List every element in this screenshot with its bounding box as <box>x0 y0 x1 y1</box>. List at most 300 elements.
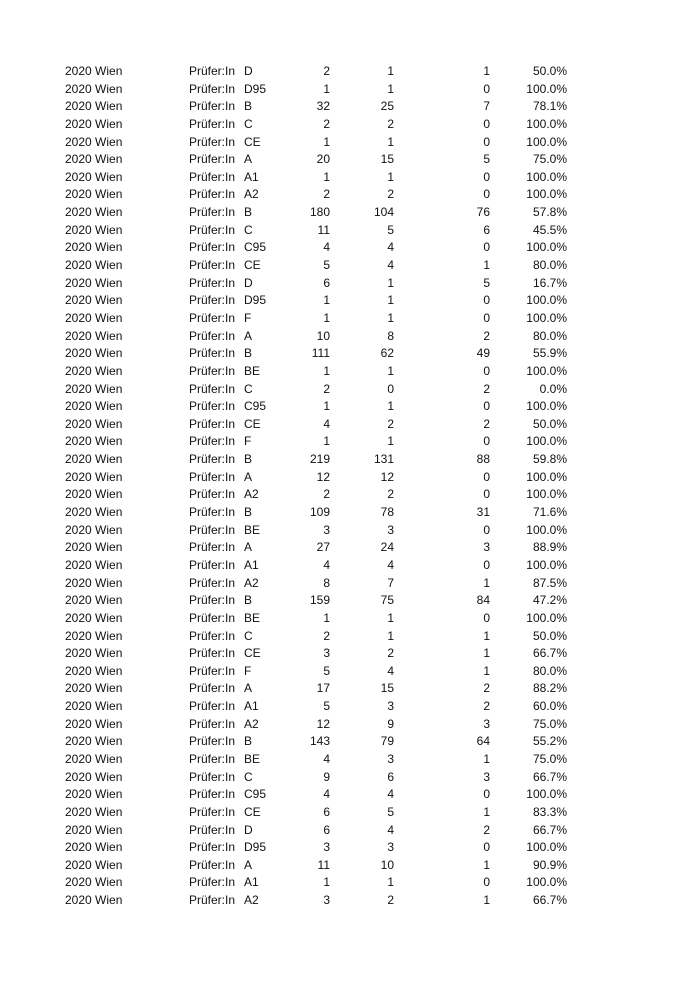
pass-rate-cell: 88.2% <box>532 681 567 696</box>
table-row <box>0 557 700 575</box>
license-class-cell: B <box>244 205 253 220</box>
table-row <box>0 222 700 240</box>
role-cell: Prüfer:In <box>189 469 236 484</box>
table-row <box>0 169 700 187</box>
table-row <box>0 257 700 275</box>
license-class-cell: A2 <box>244 575 259 590</box>
pass-rate-cell: 88.9% <box>532 540 567 555</box>
role-cell: Prüfer:In <box>189 363 236 378</box>
pass-rate-cell: 100.0% <box>526 487 567 502</box>
table-row <box>0 239 700 257</box>
failed-count-cell: 0 <box>483 116 490 131</box>
role-cell: Prüfer:In <box>189 716 236 731</box>
table-row <box>0 575 700 593</box>
role-cell: Prüfer:In <box>189 310 236 325</box>
failed-count-cell: 3 <box>483 540 490 555</box>
table-row <box>0 716 700 734</box>
passed-count-cell: 3 <box>387 699 394 714</box>
year-location-cell: 2020 Wien <box>65 857 123 872</box>
year-location-cell: 2020 Wien <box>65 840 123 855</box>
failed-count-cell: 0 <box>483 293 490 308</box>
passed-count-cell: 10 <box>380 857 394 872</box>
year-location-cell: 2020 Wien <box>65 240 123 255</box>
license-class-cell: C <box>244 381 253 396</box>
passed-count-cell: 9 <box>387 716 394 731</box>
passed-count-cell: 6 <box>387 769 394 784</box>
pass-rate-cell: 80.0% <box>532 663 567 678</box>
year-location-cell: 2020 Wien <box>65 610 123 625</box>
role-cell: Prüfer:In <box>189 452 236 467</box>
license-class-cell: B <box>244 99 253 114</box>
total-count-cell: 2 <box>323 116 330 131</box>
year-location-cell: 2020 Wien <box>65 293 123 308</box>
table-row <box>0 433 700 451</box>
year-location-cell: 2020 Wien <box>65 399 123 414</box>
table-row <box>0 204 700 222</box>
role-cell: Prüfer:In <box>189 328 236 343</box>
role-cell: Prüfer:In <box>189 240 236 255</box>
pass-rate-cell: 47.2% <box>532 593 567 608</box>
year-location-cell: 2020 Wien <box>65 258 123 273</box>
total-count-cell: 11 <box>317 222 330 237</box>
license-class-cell: C95 <box>244 240 267 255</box>
failed-count-cell: 0 <box>483 310 490 325</box>
year-location-cell: 2020 Wien <box>65 469 123 484</box>
year-location-cell: 2020 Wien <box>65 434 123 449</box>
total-count-cell: 5 <box>323 699 330 714</box>
table-row <box>0 522 700 540</box>
license-class-cell: CE <box>244 646 261 661</box>
pass-rate-cell: 100.0% <box>526 787 567 802</box>
failed-count-cell: 31 <box>476 505 490 520</box>
license-class-cell: A1 <box>244 169 259 184</box>
failed-count-cell: 3 <box>483 716 490 731</box>
table-row <box>0 134 700 152</box>
total-count-cell: 2 <box>323 487 330 502</box>
license-class-cell: CE <box>244 258 261 273</box>
failed-count-cell: 0 <box>483 840 490 855</box>
pass-rate-cell: 78.1% <box>532 99 567 114</box>
role-cell: Prüfer:In <box>189 557 236 572</box>
role-cell: Prüfer:In <box>189 663 236 678</box>
license-class-cell: B <box>244 452 253 467</box>
table-row <box>0 769 700 787</box>
year-location-cell: 2020 Wien <box>65 187 123 202</box>
role-cell: Prüfer:In <box>189 628 236 643</box>
role-cell: Prüfer:In <box>189 134 236 149</box>
passed-count-cell: 7 <box>387 575 394 590</box>
year-location-cell: 2020 Wien <box>65 822 123 837</box>
pass-rate-cell: 100.0% <box>526 169 567 184</box>
table-row <box>0 310 700 328</box>
license-class-cell: B <box>244 734 253 749</box>
total-count-cell: 2 <box>323 628 330 643</box>
passed-count-cell: 1 <box>387 310 394 325</box>
year-location-cell: 2020 Wien <box>65 751 123 766</box>
table-row <box>0 81 700 99</box>
total-count-cell: 143 <box>309 734 330 749</box>
role-cell: Prüfer:In <box>189 540 236 555</box>
role-cell: Prüfer:In <box>189 505 236 520</box>
table-row <box>0 98 700 116</box>
pass-rate-cell: 100.0% <box>526 134 567 149</box>
passed-count-cell: 15 <box>380 681 394 696</box>
table-row <box>0 751 700 769</box>
passed-count-cell: 0 <box>387 381 394 396</box>
total-count-cell: 5 <box>323 663 330 678</box>
passed-count-cell: 1 <box>387 610 394 625</box>
license-class-cell: A2 <box>244 893 259 908</box>
year-location-cell: 2020 Wien <box>65 787 123 802</box>
year-location-cell: 2020 Wien <box>65 699 123 714</box>
passed-count-cell: 3 <box>387 522 394 537</box>
year-location-cell: 2020 Wien <box>65 593 123 608</box>
total-count-cell: 1 <box>323 363 330 378</box>
total-count-cell: 109 <box>309 505 330 520</box>
year-location-cell: 2020 Wien <box>65 893 123 908</box>
year-location-cell: 2020 Wien <box>65 116 123 131</box>
passed-count-cell: 2 <box>387 116 394 131</box>
year-location-cell: 2020 Wien <box>65 505 123 520</box>
passed-count-cell: 4 <box>387 557 394 572</box>
table-row <box>0 698 700 716</box>
failed-count-cell: 49 <box>476 346 490 361</box>
role-cell: Prüfer:In <box>189 593 236 608</box>
passed-count-cell: 1 <box>387 169 394 184</box>
failed-count-cell: 0 <box>483 187 490 202</box>
role-cell: Prüfer:In <box>189 734 236 749</box>
year-location-cell: 2020 Wien <box>65 716 123 731</box>
pass-rate-cell: 100.0% <box>526 363 567 378</box>
passed-count-cell: 131 <box>373 452 394 467</box>
total-count-cell: 3 <box>323 840 330 855</box>
pass-rate-cell: 66.7% <box>532 893 567 908</box>
failed-count-cell: 1 <box>483 646 490 661</box>
role-cell: Prüfer:In <box>189 346 236 361</box>
license-class-cell: A1 <box>244 875 259 890</box>
license-class-cell: CE <box>244 804 261 819</box>
year-location-cell: 2020 Wien <box>65 99 123 114</box>
role-cell: Prüfer:In <box>189 81 236 96</box>
data-table <box>0 63 700 910</box>
passed-count-cell: 2 <box>387 416 394 431</box>
failed-count-cell: 6 <box>483 222 490 237</box>
pass-rate-cell: 71.6% <box>532 505 567 520</box>
failed-count-cell: 0 <box>483 81 490 96</box>
license-class-cell: CE <box>244 134 261 149</box>
passed-count-cell: 15 <box>380 152 394 167</box>
year-location-cell: 2020 Wien <box>65 452 123 467</box>
role-cell: Prüfer:In <box>189 893 236 908</box>
passed-count-cell: 1 <box>387 134 394 149</box>
passed-count-cell: 1 <box>387 81 394 96</box>
failed-count-cell: 0 <box>483 557 490 572</box>
failed-count-cell: 0 <box>483 522 490 537</box>
table-row <box>0 504 700 522</box>
year-location-cell: 2020 Wien <box>65 875 123 890</box>
table-row <box>0 345 700 363</box>
passed-count-cell: 1 <box>387 293 394 308</box>
license-class-cell: D <box>244 275 253 290</box>
license-class-cell: BE <box>244 522 261 537</box>
license-class-cell: F <box>244 434 252 449</box>
failed-count-cell: 0 <box>483 434 490 449</box>
year-location-cell: 2020 Wien <box>65 310 123 325</box>
passed-count-cell: 1 <box>387 275 394 290</box>
total-count-cell: 1 <box>323 399 330 414</box>
role-cell: Prüfer:In <box>189 822 236 837</box>
license-class-cell: A1 <box>244 557 259 572</box>
total-count-cell: 1 <box>323 310 330 325</box>
total-count-cell: 4 <box>323 787 330 802</box>
table-row <box>0 398 700 416</box>
total-count-cell: 11 <box>317 857 330 872</box>
total-count-cell: 6 <box>323 822 330 837</box>
role-cell: Prüfer:In <box>189 875 236 890</box>
year-location-cell: 2020 Wien <box>65 522 123 537</box>
role-cell: Prüfer:In <box>189 751 236 766</box>
passed-count-cell: 3 <box>387 840 394 855</box>
table-row <box>0 874 700 892</box>
pass-rate-cell: 80.0% <box>532 328 567 343</box>
failed-count-cell: 0 <box>483 787 490 802</box>
role-cell: Prüfer:In <box>189 857 236 872</box>
table-row <box>0 663 700 681</box>
table-row <box>0 469 700 487</box>
role-cell: Prüfer:In <box>189 187 236 202</box>
license-class-cell: B <box>244 346 253 361</box>
pass-rate-cell: 75.0% <box>532 751 567 766</box>
role-cell: Prüfer:In <box>189 222 236 237</box>
total-count-cell: 9 <box>323 769 330 784</box>
license-class-cell: F <box>244 310 252 325</box>
passed-count-cell: 2 <box>387 187 394 202</box>
license-class-cell: A <box>244 469 253 484</box>
total-count-cell: 1 <box>323 610 330 625</box>
failed-count-cell: 0 <box>483 875 490 890</box>
pass-rate-cell: 75.0% <box>532 716 567 731</box>
role-cell: Prüfer:In <box>189 487 236 502</box>
year-location-cell: 2020 Wien <box>65 734 123 749</box>
year-location-cell: 2020 Wien <box>65 346 123 361</box>
table-row <box>0 628 700 646</box>
table-row <box>0 680 700 698</box>
total-count-cell: 4 <box>323 240 330 255</box>
passed-count-cell: 24 <box>380 540 394 555</box>
passed-count-cell: 4 <box>387 258 394 273</box>
license-class-cell: A1 <box>244 699 259 714</box>
passed-count-cell: 75 <box>380 593 394 608</box>
license-class-cell: F <box>244 663 252 678</box>
table-row <box>0 451 700 469</box>
table-row <box>0 539 700 557</box>
license-class-cell: D95 <box>244 81 267 96</box>
pass-rate-cell: 100.0% <box>526 610 567 625</box>
total-count-cell: 12 <box>316 469 330 484</box>
failed-count-cell: 5 <box>483 275 490 290</box>
role-cell: Prüfer:In <box>189 840 236 855</box>
total-count-cell: 3 <box>323 893 330 908</box>
pass-rate-cell: 90.9% <box>532 857 567 872</box>
license-class-cell: C <box>244 769 253 784</box>
role-cell: Prüfer:In <box>189 293 236 308</box>
table-row <box>0 151 700 169</box>
role-cell: Prüfer:In <box>189 434 236 449</box>
passed-count-cell: 4 <box>387 822 394 837</box>
role-cell: Prüfer:In <box>189 381 236 396</box>
passed-count-cell: 4 <box>387 663 394 678</box>
pass-rate-cell: 100.0% <box>526 240 567 255</box>
failed-count-cell: 1 <box>483 804 490 819</box>
failed-count-cell: 0 <box>483 399 490 414</box>
failed-count-cell: 2 <box>483 822 490 837</box>
pass-rate-cell: 83.3% <box>532 804 567 819</box>
table-row <box>0 645 700 663</box>
failed-count-cell: 2 <box>483 681 490 696</box>
table-row <box>0 381 700 399</box>
passed-count-cell: 79 <box>380 734 394 749</box>
failed-count-cell: 0 <box>483 134 490 149</box>
table-row <box>0 822 700 840</box>
pass-rate-cell: 100.0% <box>526 522 567 537</box>
license-class-cell: D95 <box>244 840 267 855</box>
license-class-cell: A <box>244 857 253 872</box>
role-cell: Prüfer:In <box>189 275 236 290</box>
failed-count-cell: 2 <box>483 416 490 431</box>
year-location-cell: 2020 Wien <box>65 81 123 96</box>
total-count-cell: 4 <box>323 751 330 766</box>
pass-rate-cell: 66.7% <box>532 646 567 661</box>
failed-count-cell: 0 <box>483 169 490 184</box>
total-count-cell: 1 <box>323 134 330 149</box>
table-row <box>0 733 700 751</box>
role-cell: Prüfer:In <box>189 152 236 167</box>
failed-count-cell: 1 <box>483 751 490 766</box>
role-cell: Prüfer:In <box>189 804 236 819</box>
license-class-cell: B <box>244 593 253 608</box>
license-class-cell: A <box>244 540 253 555</box>
year-location-cell: 2020 Wien <box>65 663 123 678</box>
total-count-cell: 2 <box>323 64 330 78</box>
passed-count-cell: 4 <box>387 787 394 802</box>
passed-count-cell: 2 <box>387 893 394 908</box>
pass-rate-cell: 55.9% <box>532 346 567 361</box>
table-row <box>0 610 700 628</box>
license-class-cell: BE <box>244 363 261 378</box>
role-cell: Prüfer:In <box>189 699 236 714</box>
license-class-cell: A2 <box>244 187 259 202</box>
total-count-cell: 159 <box>309 593 330 608</box>
role-cell: Prüfer:In <box>189 610 236 625</box>
failed-count-cell: 1 <box>483 893 490 908</box>
total-count-cell: 20 <box>316 152 330 167</box>
year-location-cell: 2020 Wien <box>65 540 123 555</box>
year-location-cell: 2020 Wien <box>65 416 123 431</box>
pass-rate-cell: 100.0% <box>526 875 567 890</box>
pass-rate-cell: 100.0% <box>526 840 567 855</box>
total-count-cell: 1 <box>323 81 330 96</box>
role-cell: Prüfer:In <box>189 64 236 78</box>
table-row <box>0 186 700 204</box>
table-row <box>0 786 700 804</box>
pass-rate-cell: 80.0% <box>532 258 567 273</box>
year-location-cell: 2020 Wien <box>65 134 123 149</box>
license-class-cell: D95 <box>244 293 267 308</box>
pass-rate-cell: 0.0% <box>539 381 567 396</box>
failed-count-cell: 76 <box>476 205 490 220</box>
pass-rate-cell: 87.5% <box>532 575 567 590</box>
year-location-cell: 2020 Wien <box>65 646 123 661</box>
total-count-cell: 2 <box>323 381 330 396</box>
passed-count-cell: 1 <box>387 64 394 78</box>
passed-count-cell: 4 <box>387 240 394 255</box>
pass-rate-cell: 66.7% <box>532 769 567 784</box>
role-cell: Prüfer:In <box>189 399 236 414</box>
table-row <box>0 486 700 504</box>
total-count-cell: 17 <box>316 681 330 696</box>
table-row <box>0 892 700 910</box>
year-location-cell: 2020 Wien <box>65 64 123 78</box>
total-count-cell: 6 <box>323 275 330 290</box>
pass-rate-cell: 60.0% <box>532 699 567 714</box>
year-location-cell: 2020 Wien <box>65 169 123 184</box>
total-count-cell: 3 <box>323 522 330 537</box>
license-class-cell: C <box>244 628 253 643</box>
license-class-cell: C95 <box>244 399 267 414</box>
failed-count-cell: 0 <box>483 469 490 484</box>
pass-rate-cell: 75.0% <box>532 152 567 167</box>
failed-count-cell: 88 <box>476 452 490 467</box>
pass-rate-cell: 100.0% <box>526 399 567 414</box>
failed-count-cell: 1 <box>483 857 490 872</box>
pass-rate-cell: 100.0% <box>526 434 567 449</box>
total-count-cell: 5 <box>323 258 330 273</box>
year-location-cell: 2020 Wien <box>65 328 123 343</box>
total-count-cell: 1 <box>323 434 330 449</box>
total-count-cell: 4 <box>323 416 330 431</box>
table-row <box>0 63 700 81</box>
failed-count-cell: 1 <box>483 258 490 273</box>
role-cell: Prüfer:In <box>189 116 236 131</box>
year-location-cell: 2020 Wien <box>65 381 123 396</box>
passed-count-cell: 2 <box>387 487 394 502</box>
pass-rate-cell: 100.0% <box>526 293 567 308</box>
role-cell: Prüfer:In <box>189 681 236 696</box>
year-location-cell: 2020 Wien <box>65 487 123 502</box>
role-cell: Prüfer:In <box>189 169 236 184</box>
role-cell: Prüfer:In <box>189 258 236 273</box>
table-row <box>0 116 700 134</box>
year-location-cell: 2020 Wien <box>65 557 123 572</box>
role-cell: Prüfer:In <box>189 99 236 114</box>
table-row <box>0 363 700 381</box>
pass-rate-cell: 100.0% <box>526 310 567 325</box>
failed-count-cell: 84 <box>476 593 490 608</box>
license-class-cell: BE <box>244 610 261 625</box>
failed-count-cell: 2 <box>483 328 490 343</box>
role-cell: Prüfer:In <box>189 787 236 802</box>
pass-rate-cell: 100.0% <box>526 81 567 96</box>
year-location-cell: 2020 Wien <box>65 769 123 784</box>
pass-rate-cell: 100.0% <box>526 187 567 202</box>
total-count-cell: 2 <box>323 187 330 202</box>
failed-count-cell: 5 <box>483 152 490 167</box>
role-cell: Prüfer:In <box>189 416 236 431</box>
pass-rate-cell: 66.7% <box>532 822 567 837</box>
year-location-cell: 2020 Wien <box>65 152 123 167</box>
total-count-cell: 1 <box>323 875 330 890</box>
passed-count-cell: 1 <box>387 434 394 449</box>
